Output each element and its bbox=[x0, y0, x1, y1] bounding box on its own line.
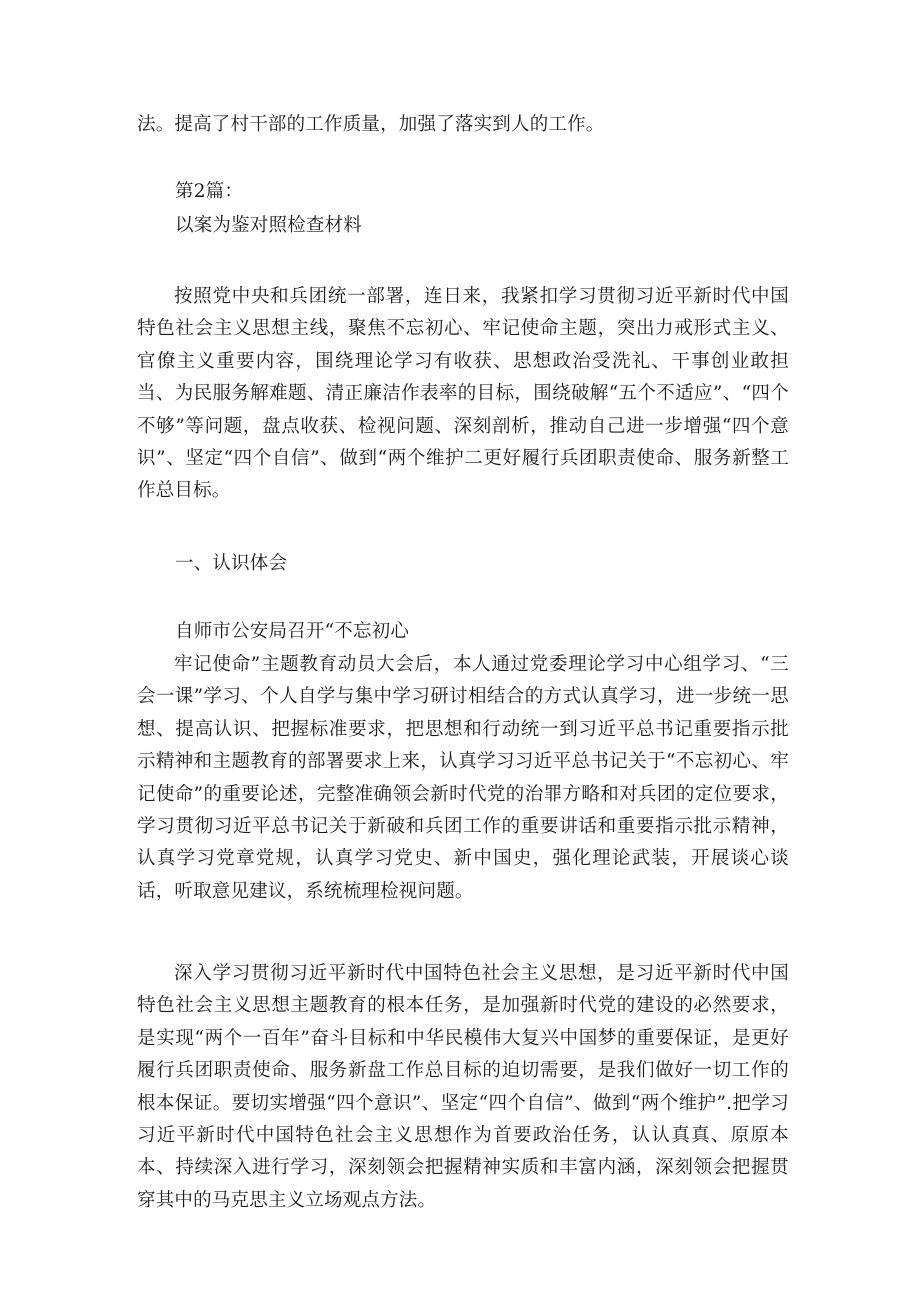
chapter-title: 以案为鉴对照检查材料 bbox=[175, 215, 363, 236]
paragraph-2: 牢记使命”主题教育动员大会后，本人通过党委理论学习中心组学习、“三会一课”学习、个人自学与集中学习研讨相结合的方式认真学习，进一步统一思想、提高认识、把握标准要求，把思想和行动统一到习近平总书记重要指示批示精神和主题教育的部署要求上来，认真学习习近平总书记关于“不忘初心、牢记使命”的重要论述，完整准确领会新时代党的治罪方略和对兵团的定位要求，学习贯彻习近平总书记关于新破和兵团工作的重要讲话和重要指示批示精神，认真学习党章党规，认真学习党史、新中国史，强化理论武装，开展谈心谈话，听取意见建议，系统梳理检视问题。 bbox=[137, 654, 789, 902]
chapter-label: 第2篇： bbox=[175, 181, 244, 202]
paragraph-2-first-line: 自师市公安局召开“不忘初心 bbox=[175, 621, 410, 642]
paragraph-3: 深入学习贯彻习近平新时代中国特色社会主义思想，是习近平新时代中国特色社会主义思想主题教育的根本任务，是加强新时代党的建设的必然要求，是实现“两个一百年”奋斗目标和中华民模伟大复兴中国梦的重要保证，是更好履行兵团职责使命、服务新盘工作总目标的迫切需要，是我们做好一切工作的根本保证。要切实增强“四个意识”、坚定“四个自信”、做到“两个维护”.把学习习近平新时代中国特色社会主义思想作为首要政治任务，认认真真、原原本本、持续深入进行学习，深刻领会把握精神实质和丰富内涵，深刻领会把握贯穿其中的马克思主义立场观点方法。 bbox=[137, 963, 789, 1211]
paragraph-1: 按照党中央和兵团统一部署，连日来，我紧扣学习贯彻习近平新时代中国特色社会主义思想主线，聚焦不忘初心、牢记使命主题，突出力戒形式主义、官僚主义重要内容，围绕理论学习有收获、思想政治受洗礼、干事创业敢担当、为民服务解难题、清正廉洁作表率的目标，围绕破解“五个不适应”、“四个不够”等问题，盘点收获、检视问题、深刻剖析，推动自己进一步增强“四个意识”、坚定“四个自信”、做到“两个维护二更好履行兵团职责使命、服务新整工作总目标。 bbox=[137, 286, 789, 502]
section-heading: 一、认识体会 bbox=[175, 553, 288, 574]
continuation-line: 法。提高了村干部的工作质量，加强了落实到人的工作。 bbox=[137, 114, 605, 135]
